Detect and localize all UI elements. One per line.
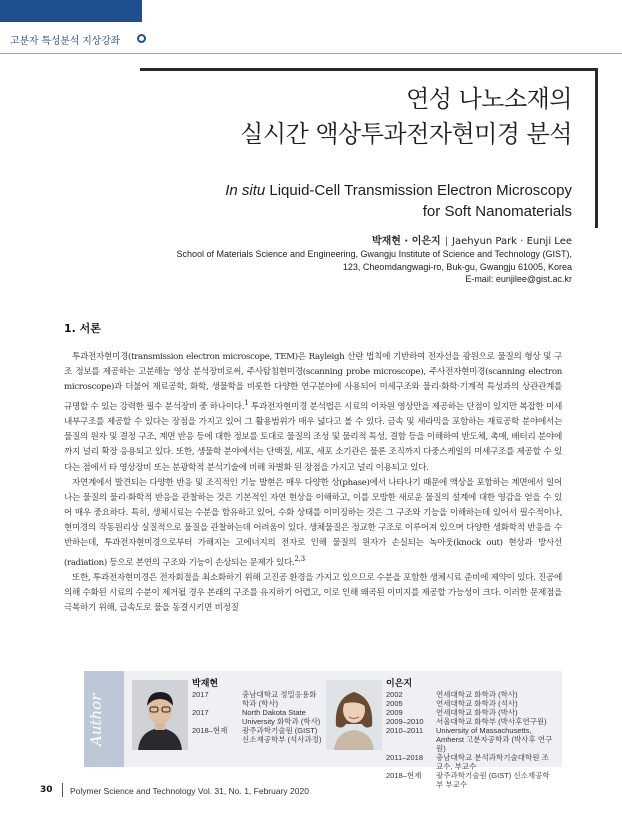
author-line: 박재현 · 이은지 | Jaehyun Park · Eunji Lee [371,236,572,247]
body-text [64,350,562,616]
reference-marker: 1 [244,398,249,408]
header-color-band [0,0,142,22]
author-name-park: 박재현 [192,679,219,689]
english-title: In situ Liquid-Cell Transmission Electron Microscopy for Soft Nanomaterials [225,182,572,220]
series-title: 고분자 특성분석 지상강좌 [10,36,121,47]
cv-entry: 2009 연세대학교 화학과 (박사) [386,708,518,717]
journal-citation: Polymer Science and Technology Vol. 31, No. 1, February 2020 [70,786,309,796]
cv-entry: 2018–현재 광주과학기술원 (GIST) 신소재공학부 부교수 [386,771,550,789]
author-photo-lee [326,680,382,750]
email: E-mail: eunjilee@gist.ac.kr [465,274,572,284]
authors-korean: 박재현 · 이은지 [371,236,441,247]
cv-entry: 2009–2010 서울대학교 화학부 (박사후연구원) [386,717,547,726]
footer-divider [62,783,63,797]
author-cv-park [192,690,322,744]
affiliation: School of Materials Science and Engineering, Gwangju Institute of Science and Technology (GIST), 123, Cheomdangwagi-ro, Buk-gu, Gwangju 61005, Korea E-mail: eunjilee@gist.ac.kr [72,248,572,286]
reference-marker: 2,3 [294,554,305,564]
section-heading: 1. 서론 [64,322,101,335]
paragraph-2: 자연계에서 발견되는 다양한 반응 및 조직적인 기능 발현은 매우 다양한 상(phase)에서 나타나기 때문에 액상을 포함하는 계면에서 일어나는 물질의 물리·화학적 반응을 관찰하는 것은 기본적인 자연 현상을 이해하고, 이를 모방한 새로운 물질의 설계에 대한 영감을 얻을 수 있어 매우 중요하다. 특히, 생체시료는 수분을 함유하고 있어, 수화 상태를 이미징하는 것은 그 구조와 기능을 이해하는데 있어서 필수적이나, 현미경의 작동원리상 실질적으로 물질을 관찰하는데 어려움이 있다. 생체물질은 정교한 구조로 이루어져 있으며 다양한 생화학적 반응을 수반하는데, 투과전자현미경으로부터 가해지는 고에너지의 전자로 인해 물질의 원자가 손실되는 녹아웃(knock out) 현상과 방사선(radiation) 등으로 본연의 구조와 기능이 손상되는 문제가 있다.$^{2,3}$ [64,477,562,568]
author-name-lee: 이은지 [386,679,413,689]
cv-entry: 2011–2018 충남대학교 분석과학기술대학원 조교수, 부교수 [386,753,549,771]
author-label: Author [87,693,105,747]
paragraph-3: 또한, 투과전자현미경은 전자회절을 최소화하기 위해 고진공 환경을 가지고 있으므로 수분을 포함한 생체시료 준비에 제약이 있다. 진공에 의해 수화된 시료의 수분이 제거될 경우 본래의 구조를 유지하기 어렵고, 이로 인해 왜곡된 이미지를 제공할 가능성이 크다. 이러한 문제점을 극복하기 위해, 급속도로 물을 동결시키면 비정질 [64,573,562,614]
cv-entry: 2002 연세대학교 화학과 (학사) [386,690,518,699]
cv-entry: 2018–현재 광주과학기술원 (GIST) 신소재공학부 (석사과정) [192,726,322,744]
author-cv-lee [386,690,556,789]
paragraph-1: 투과전자현미경(transmission electron microscope, TEM)은 Rayleigh 산란 법칙에 기반하여 전자선을 광원으로 물질의 형상 및 구조 정보를 제공하는 고분해능 영상 분석장비로써, 주사탐침현미경(scanning probe microscope), 주사전자현미경(scanning electron microscope)과 더불어 재료공학, 화학, 생물학을 비롯한 다양한 연구분야에 사용되어 미세구조와 물리·화학·기계적 특성과의 상관관계를 규명할 수 있는 강력한 필수 분석장비 중 하나이다.$^1$ 투과전자현미경 분석법은 시료의 이차원 영상만을 제공하는 단점이 있지만 복잡한 미세 내부구조를 제공할 수 있다는 장점을 가지고 있어 그 활용범위가 매우 넓다고 볼 수 있다. 금속 및 세라믹을 포함하는 재료공학 분야에서는 물질의 원자 및 결정 구조, 계면 반응 등에 대한 정보를 토대로 물질의 조성 및 물리적 특성, 결함 등을 이해하여 반도체, 촉매, 배터리 분야에 까지 널리 확장 응용되고 있다. 또한, 생물학 분야에서는 단백질, 세포, 세포 소기관은 물론 조직까지 다중스케일의 미세구조를 제공할 수 있다는 점에서 타 영상장비 또는 분광학적 분석기술에 비해 차별화 된 장점을 가지고 널리 이용되고 있다. [64,352,562,473]
cv-entry: 2005 연세대학교 화학과 (석사) [386,699,518,708]
header-divider [0,53,622,54]
page-number: 30 [40,785,53,795]
author-photo-park [132,680,188,750]
korean-title: 연성 나노소재의 실시간 액상투과전자현미경 분석 [240,85,572,148]
authors-english: Jaehyun Park · Eunji Lee [452,236,572,247]
cv-entry: 2017 충남대학교 정밀응용화학과 (학사) [192,690,317,708]
cv-entry: 2017 North Dakota State University 화학과 (학사) [192,708,321,726]
series-circle-icon [137,34,146,43]
cv-entry: 2010–2011 University of Massachusetts, Amherst 고분자공학과 (박사후 연구원) [386,726,553,753]
